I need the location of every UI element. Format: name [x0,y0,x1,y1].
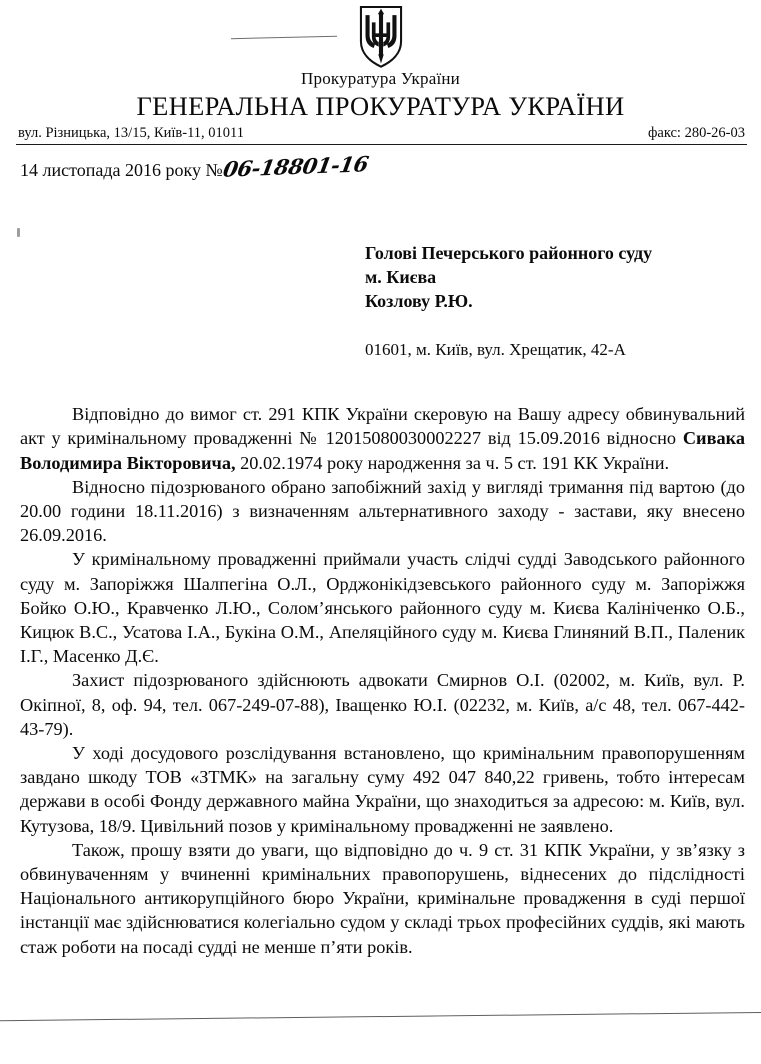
letterhead-address: вул. Різницька, 13/15, Київ-11, 01011 [18,125,245,142]
body-paragraph-5: У ході досудового розслідування встановлено, що кримінальним правопорушенням завдано шкоду ТОВ «ЗТМК» на загальну суму 492 047 840,22 гривень, тобто інтересам держави в особі Фонду державного майна України, що знаходиться за адресою: м. Київ, вул. Кутузова, 18/9. Цивільний позов у кримінальному провадженні не заявлено. [20,743,745,836]
dateline [0,145,761,182]
organization-title: ГЕНЕРАЛЬНА ПРОКУРАТУРА УКРАЇНИ [136,90,625,121]
organization-subtitle: Прокуратура України [301,69,460,88]
body-paragraph-6: Також, прошу взяти до уваги, що відповідно до ч. 9 ст. 31 КПК України, у зв’язку з обвинуваченням у вчиненні кримінальних правопорушень, віднесених до підслідності Національного антикорупційного бюро України, кримінальне провадження в суді першої інстанції має здійснюватися колегіально судом у складі трьох професійних суддів, які мають стаж роботи на посаді судді не менше п’яти років. [20,839,745,957]
registration-number-handwritten: 06-18801-16 [220,151,370,183]
body-paragraph-1 [20,402,745,475]
addressee-postal-address: 01601, м. Київ, вул. Хрещатик, 42-А [365,339,626,359]
addressee-block [0,182,761,314]
body-paragraph-4: Захист підозрюваного здійснюють адвокати Смирнов О.І. (02002, м. Київ, вул. Р. Окіпної, 8, оф. 94, тел. 067-249-07-88), Іващенко Ю.І. (02232, м. Київ, а/с 48, тел. 067-442-43-79). [20,670,745,739]
p1-accused-name: Сивака Володимира Вікторовича, [20,428,745,473]
addressee-line-2: м. Києва [365,267,437,288]
document-body [0,360,761,959]
addressee-line-1: Голові Печерського районного суду [365,242,653,263]
scan-artifact-mark [17,228,20,237]
number-symbol: № [205,160,223,181]
addressee-line-3: Козлову Р.Ю. [365,291,473,312]
body-paragraph-2: Відносно підозрюваного обрано запобіжний захід у вигляді тримання під вартою (до 20.00 години 18.11.2016) з визначенням альтернативного заходу - застави, яку внесено 26.09.2016. [20,476,745,546]
ukraine-trident-coat-of-arms-icon [358,6,404,68]
scan-edge-line [0,1012,761,1022]
p1-part-b: 20.02.1974 року народження за ч. 5 ст. 191 КК України. [235,452,670,473]
letterhead [0,0,761,121]
letterhead-fax: факс: 280-26-03 [647,125,745,142]
body-paragraph-3: У кримінальному провадженні приймали участь слідчі судді Заводського районного суду м. Запоріжжя Шалпегіна О.Л., Орджонікідзевського районного суду м. Запоріжжя Бойко О.Ю., Кравченко Л.Ю., Солом’янського районного суду м. Києва Калініченко О.Б., Кицюк В.С., Усатова І.А., Букіна О.М., Апеляційного суду м. Києва Глиняний В.П., Паленик І.Г., Масенко Д.Є. [20,549,745,667]
document-date: 14 листопада 2016 року [20,160,201,181]
p1-part-a: Відповідно до вимог ст. 291 КПК України скеровую на Вашу адресу обвинувальний акт у кримінальному провадженні № 12015080030002227 від 15.09.2016 відносно [20,404,745,449]
letterhead-contact-row [0,121,761,144]
